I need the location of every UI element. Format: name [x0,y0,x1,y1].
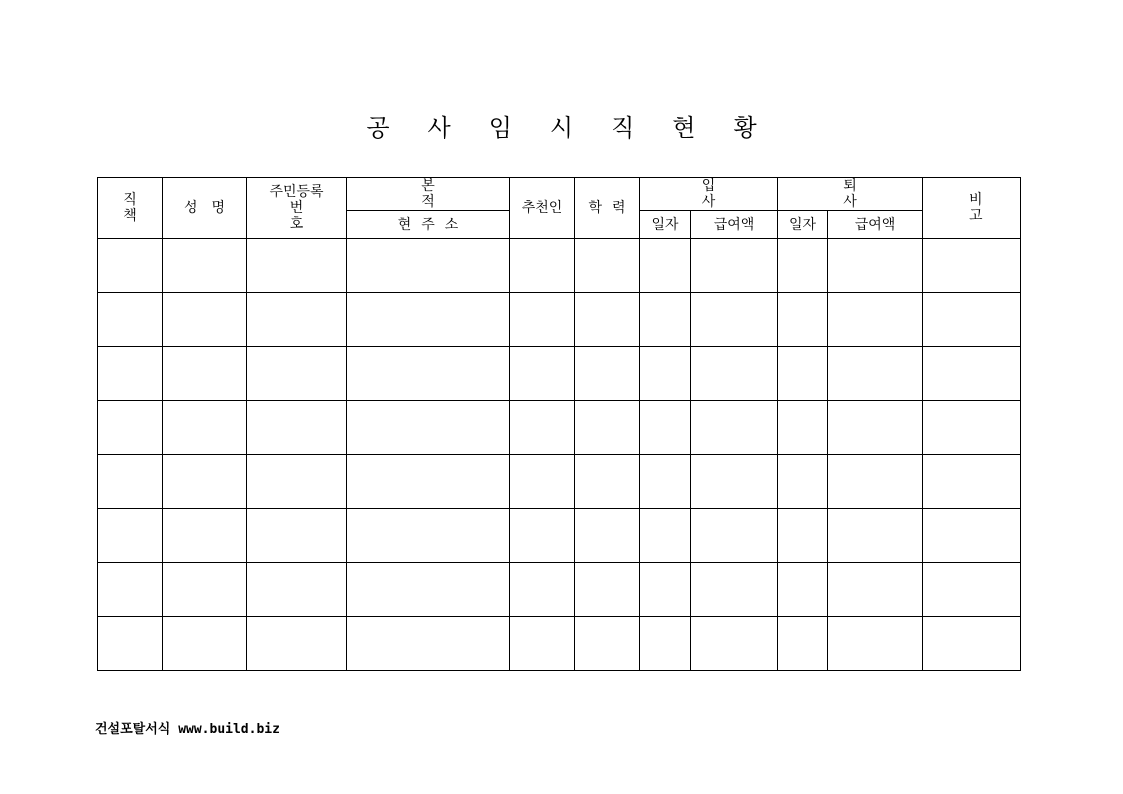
header-hire-salary: 급여액 [691,211,778,239]
cell-education [575,401,640,455]
cell-recommender [510,239,575,293]
cell-name [163,293,247,347]
cell-leave-salary [828,401,923,455]
cell-remarks [923,563,1021,617]
cell-recommender [510,347,575,401]
cell-position [98,293,163,347]
table-row [98,401,1021,455]
table-row [98,509,1021,563]
cell-resident-no [247,563,347,617]
cell-education [575,239,640,293]
cell-remarks [923,509,1021,563]
cell-leave-date [778,509,828,563]
table-row [98,617,1021,671]
cell-domicile-address [347,455,510,509]
cell-remarks [923,617,1021,671]
cell-hire-salary [691,347,778,401]
cell-recommender [510,293,575,347]
cell-name [163,617,247,671]
cell-hire-date [640,617,691,671]
cell-domicile-address [347,617,510,671]
cell-position [98,347,163,401]
cell-education [575,563,640,617]
cell-education [575,455,640,509]
cell-resident-no [247,455,347,509]
cell-leave-date [778,563,828,617]
footer-brand: 건설포탈서식 [95,722,171,737]
cell-resident-no [247,401,347,455]
cell-resident-no [247,617,347,671]
cell-recommender [510,401,575,455]
cell-remarks [923,455,1021,509]
cell-domicile-address [347,293,510,347]
staff-table [97,177,1029,671]
cell-remarks [923,347,1021,401]
cell-name [163,401,247,455]
header-resident-no-line2: 번호 [289,200,340,232]
cell-education [575,293,640,347]
cell-name [163,347,247,401]
cell-leave-date [778,239,828,293]
cell-recommender [510,455,575,509]
cell-education [575,347,640,401]
cell-hire-salary [691,293,778,347]
cell-position [98,239,163,293]
header-hire-date: 일자 [640,211,691,239]
cell-recommender [510,563,575,617]
cell-hire-salary [691,455,778,509]
cell-position [98,455,163,509]
cell-hire-salary [691,401,778,455]
cell-domicile-address [347,401,510,455]
cell-hire-salary [691,509,778,563]
cell-recommender [510,509,575,563]
cell-resident-no [247,239,347,293]
cell-hire-salary [691,239,778,293]
cell-leave-salary [828,293,923,347]
page-title: 공사임시직현황 [366,114,795,142]
cell-remarks [923,239,1021,293]
header-recommender: 추천인 [510,178,575,239]
cell-remarks [923,401,1021,455]
cell-hire-date [640,509,691,563]
cell-name [163,509,247,563]
cell-leave-date [778,617,828,671]
header-leave: 퇴사 [778,178,923,211]
cell-hire-date [640,239,691,293]
cell-education [575,617,640,671]
footer [95,718,280,737]
cell-leave-date [778,347,828,401]
cell-education [575,509,640,563]
header-resident-no-line1: 주민등록 [269,184,324,200]
cell-resident-no [247,347,347,401]
header-education: 학력 [575,178,640,239]
header-hire: 입사 [640,178,778,211]
header-leave-date: 일자 [778,211,828,239]
cell-leave-salary [828,563,923,617]
cell-hire-date [640,347,691,401]
header-row-1 [98,178,1021,211]
cell-hire-date [640,293,691,347]
cell-name [163,455,247,509]
table-row [98,455,1021,509]
cell-position [98,563,163,617]
cell-leave-salary [828,347,923,401]
cell-domicile-address [347,509,510,563]
cell-name [163,239,247,293]
header-name: 성명 [163,178,247,239]
cell-hire-date [640,401,691,455]
header-remarks: 비고 [923,178,1021,239]
cell-position [98,617,163,671]
header-leave-salary: 급여액 [828,211,923,239]
table-row [98,347,1021,401]
table-row [98,563,1021,617]
cell-hire-date [640,455,691,509]
cell-leave-date [778,293,828,347]
header-domicile: 본적 [347,178,510,211]
header-resident-no [247,178,347,239]
cell-domicile-address [347,347,510,401]
cell-recommender [510,617,575,671]
cell-leave-salary [828,455,923,509]
cell-leave-salary [828,239,923,293]
cell-name [163,563,247,617]
header-address: 현주소 [347,211,510,239]
cell-hire-salary [691,563,778,617]
table-row [98,293,1021,347]
cell-leave-salary [828,617,923,671]
cell-resident-no [247,509,347,563]
table-row [98,239,1021,293]
cell-leave-date [778,401,828,455]
cell-resident-no [247,293,347,347]
cell-position [98,509,163,563]
cell-domicile-address [347,563,510,617]
header-position: 직책 [98,178,163,239]
footer-url: www.build.biz [178,722,280,737]
cell-domicile-address [347,239,510,293]
cell-remarks [923,293,1021,347]
cell-hire-date [640,563,691,617]
cell-position [98,401,163,455]
cell-leave-salary [828,509,923,563]
cell-leave-date [778,455,828,509]
cell-hire-salary [691,617,778,671]
